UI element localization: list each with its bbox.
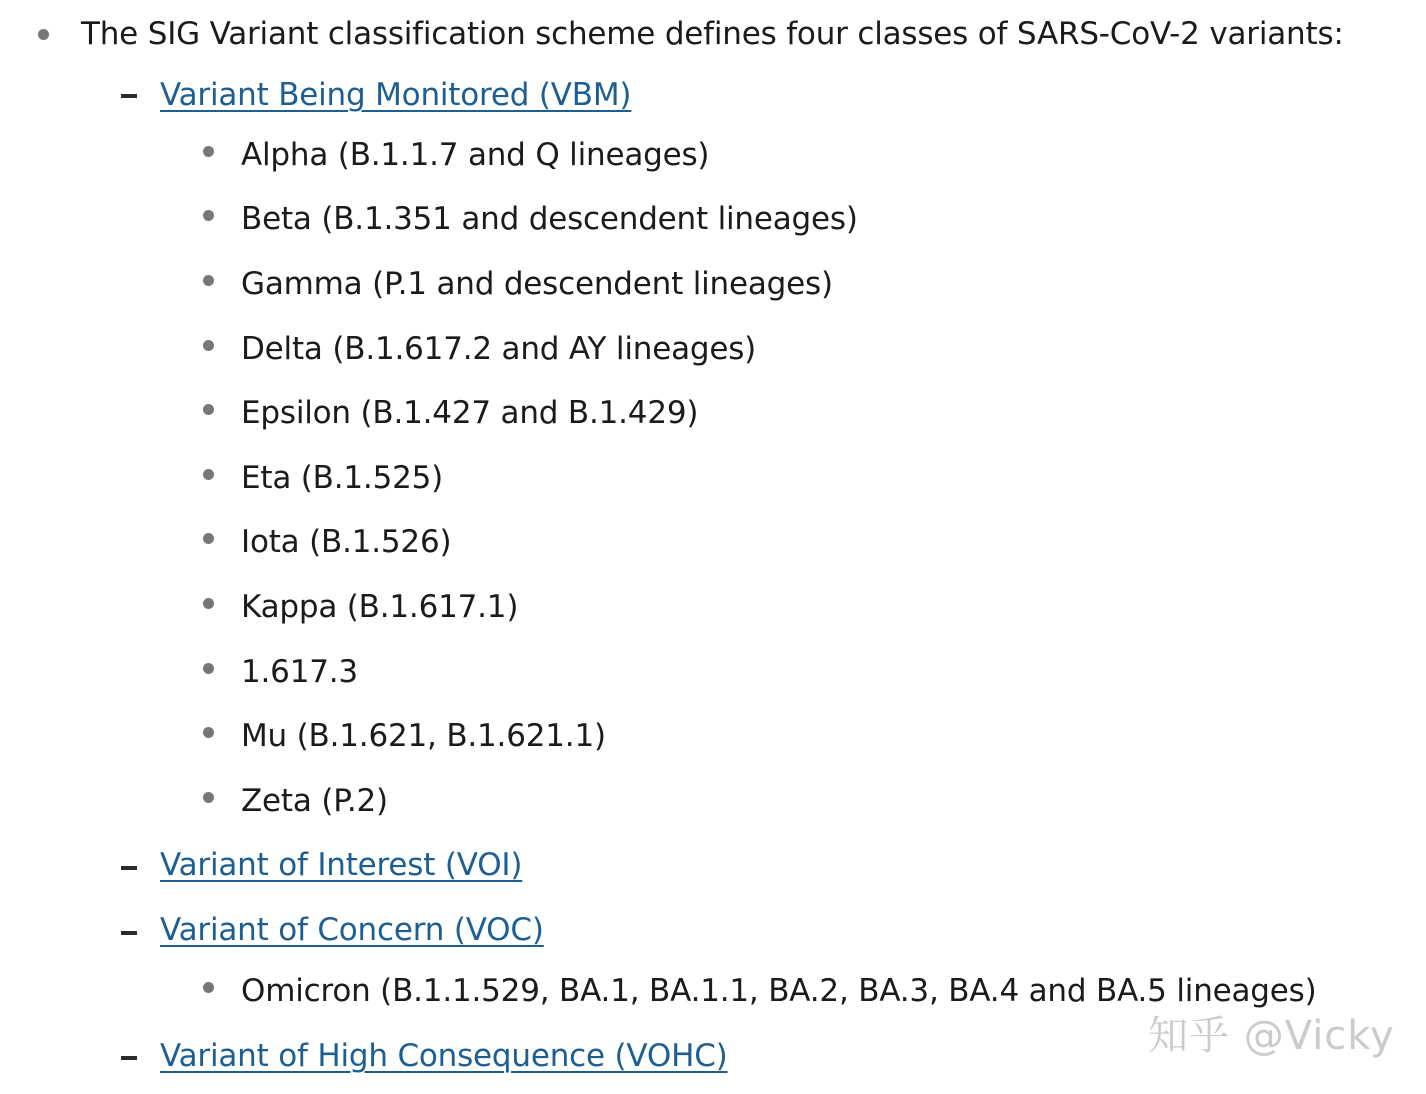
dash-marker — [121, 931, 137, 935]
variant-item — [241, 650, 358, 694]
variant-item — [241, 714, 606, 758]
variant-item — [241, 520, 451, 564]
watermark: 知乎 @Vicky — [1148, 1013, 1395, 1059]
link-voi[interactable]: Variant of Interest (VOI) — [160, 847, 523, 883]
variant-text: Epsilon (B.1.427 and B.1.429) — [241, 395, 699, 431]
intro-row — [81, 12, 1344, 56]
bullet-marker — [203, 146, 214, 157]
class-item-voi — [160, 843, 522, 887]
link-vbm[interactable]: Variant Being Monitored (VBM) — [160, 77, 632, 113]
variant-text: Gamma (P.1 and descendent lineages) — [241, 266, 833, 302]
variant-text: Zeta (P.2) — [241, 783, 388, 819]
variant-text: Eta (B.1.525) — [241, 460, 444, 496]
variant-item — [241, 133, 709, 177]
bullet-marker — [203, 210, 214, 221]
variant-text: Alpha (B.1.1.7 and Q lineages) — [241, 137, 710, 173]
link-vohc[interactable]: Variant of High Consequence (VOHC) — [160, 1038, 728, 1074]
bullet-marker — [203, 340, 214, 351]
dash-marker — [121, 866, 137, 870]
class-item-vohc — [160, 1034, 728, 1078]
variant-text: Mu (B.1.621, B.1.621.1) — [241, 718, 606, 754]
variant-item — [241, 197, 858, 241]
bullet-marker — [203, 792, 214, 803]
variant-text: Iota (B.1.526) — [241, 524, 452, 560]
bullet-marker — [203, 533, 214, 544]
variant-item — [241, 585, 518, 629]
variant-item — [241, 779, 388, 823]
bullet-marker — [203, 469, 214, 480]
class-item-voc — [160, 908, 544, 952]
variant-item — [241, 391, 698, 435]
intro-text: The SIG Variant classification scheme defines four classes of SARS-CoV-2 variants: — [81, 16, 1344, 52]
bullet-marker — [203, 663, 214, 674]
variant-item — [241, 262, 833, 306]
bullet-marker — [203, 404, 214, 415]
variant-text: Kappa (B.1.617.1) — [241, 589, 519, 625]
bullet-marker — [203, 275, 214, 286]
variant-item — [241, 327, 756, 371]
bullet-marker — [203, 598, 214, 609]
dash-marker — [121, 1056, 137, 1060]
bullet-marker — [203, 727, 214, 738]
variant-text: Delta (B.1.617.2 and AY lineages) — [241, 331, 757, 367]
variant-text: Beta (B.1.351 and descendent lineages) — [241, 201, 858, 237]
variant-text: Omicron (B.1.1.529, BA.1, BA.1.1, BA.2, BA.3, BA.4 and BA.5 lineages) — [241, 973, 1317, 1009]
class-item-vbm — [160, 73, 631, 117]
variant-text: 1.617.3 — [241, 654, 358, 690]
link-voc[interactable]: Variant of Concern (VOC) — [160, 912, 544, 948]
bullet-marker — [203, 982, 214, 993]
dash-marker — [121, 94, 137, 98]
bullet-marker — [38, 29, 49, 40]
variant-item — [241, 456, 443, 500]
